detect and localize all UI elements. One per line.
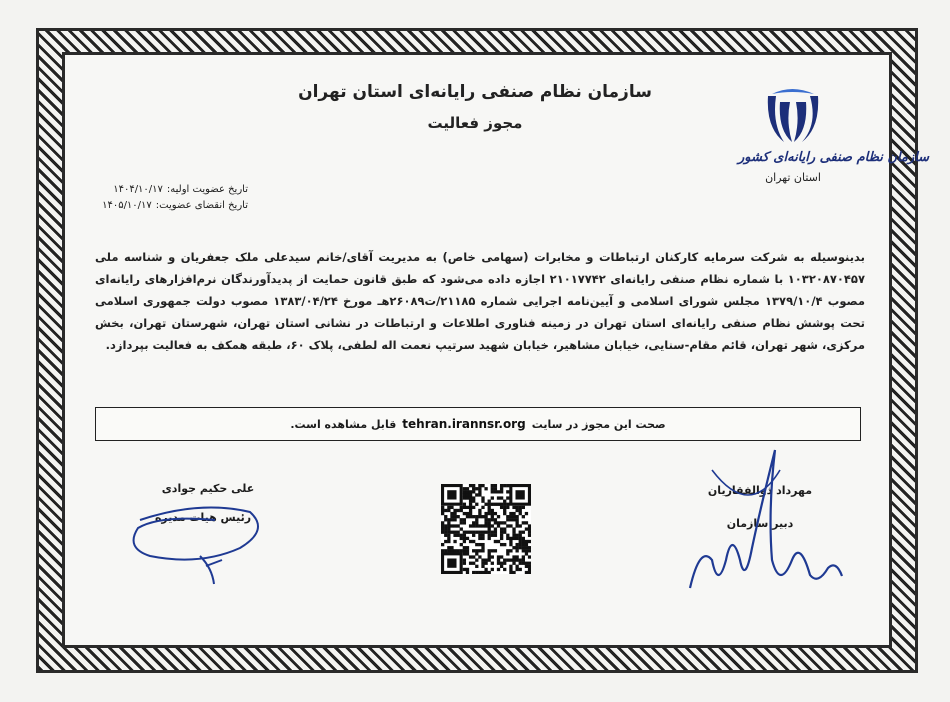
verify-prefix: صحت این مجوز در سایت <box>531 417 666 431</box>
secretary-name: مهرداد ذوالفقاریان <box>707 484 813 497</box>
membership-dates <box>98 182 248 214</box>
verification-box <box>95 407 861 441</box>
organization-title: سازمان نظام صنفی رایانه‌ای استان تهران <box>298 82 652 102</box>
expiry-date-value: ۱۴۰۵/۱۰/۱۷ <box>102 200 152 211</box>
expiry-date-row <box>98 198 248 214</box>
expiry-date-label: تاریخ انقضای عضویت: <box>155 200 248 211</box>
organization-logo <box>738 88 929 208</box>
chairman-signature-block <box>108 482 298 592</box>
qr-code-icon <box>441 484 531 574</box>
initial-date-row <box>98 182 248 198</box>
secretary-role: دبیر سازمان <box>726 517 794 530</box>
verify-suffix: قابل مشاهده است. <box>290 417 397 431</box>
verify-url-link[interactable]: tehran.irannsr.org <box>402 417 526 431</box>
logo-wordmark: سازمان نظام صنفی رایانه‌ای کشور <box>738 150 929 165</box>
logo-emblem-icon <box>762 88 824 146</box>
initial-date-label: تاریخ عضویت اولیه: <box>166 184 248 195</box>
qr-code[interactable] <box>441 484 531 574</box>
logo-province: استان تهران <box>765 171 821 184</box>
document-title: مجوز فعالیت <box>427 114 523 132</box>
chairman-role: رئیس هیات مدیره <box>154 511 252 524</box>
license-body-text: بدینوسیله به شرکت سرمایه کارکنان ارتباطات و مخابرات (سهامی خاص) به مدیریت آقای/خانم سیدعلی ملک جعفریان و شناسه ملی ۱۰۳۲۰۸۷۰۴۵۷ با شماره نظام صنفی رایانه‌ای ۲۱۰۱۷۷۴۲ اجازه داده می‌شود که طبق قانون حمایت از پدیدآورندگان نرم‌افزارهای رایانه‌ای مصوب ۱۳۷۹/۱۰/۴ مجلس شورای اسلامی و آیین‌نامه اجرایی شماره ۲۱۱۸۵/ت۲۶۰۸۹هـ مورخ ۱۳۸۳/۰۴/۲۴ مصوب دولت جمهوری اسلامی تحت پوشش نظام صنفی رایانه‌ای استان تهران در زمینه فناوری اطلاعات و ارتباطات در نشانی استان تهران، شهرستان تهران، بخش مرکزی، شهر تهران، قائم مقام-سنایی، خیابان مشاهیر، خیابان شهید سرتیپ نعمت اله لطفی، پلاک ۶۰، طبقه همکف به فعالیت بپردازد. <box>95 250 865 352</box>
secretary-signature-block <box>690 484 830 530</box>
chairman-name: علی حکیم جوادی <box>161 482 255 495</box>
initial-date-value: ۱۴۰۴/۱۰/۱۷ <box>113 184 163 195</box>
